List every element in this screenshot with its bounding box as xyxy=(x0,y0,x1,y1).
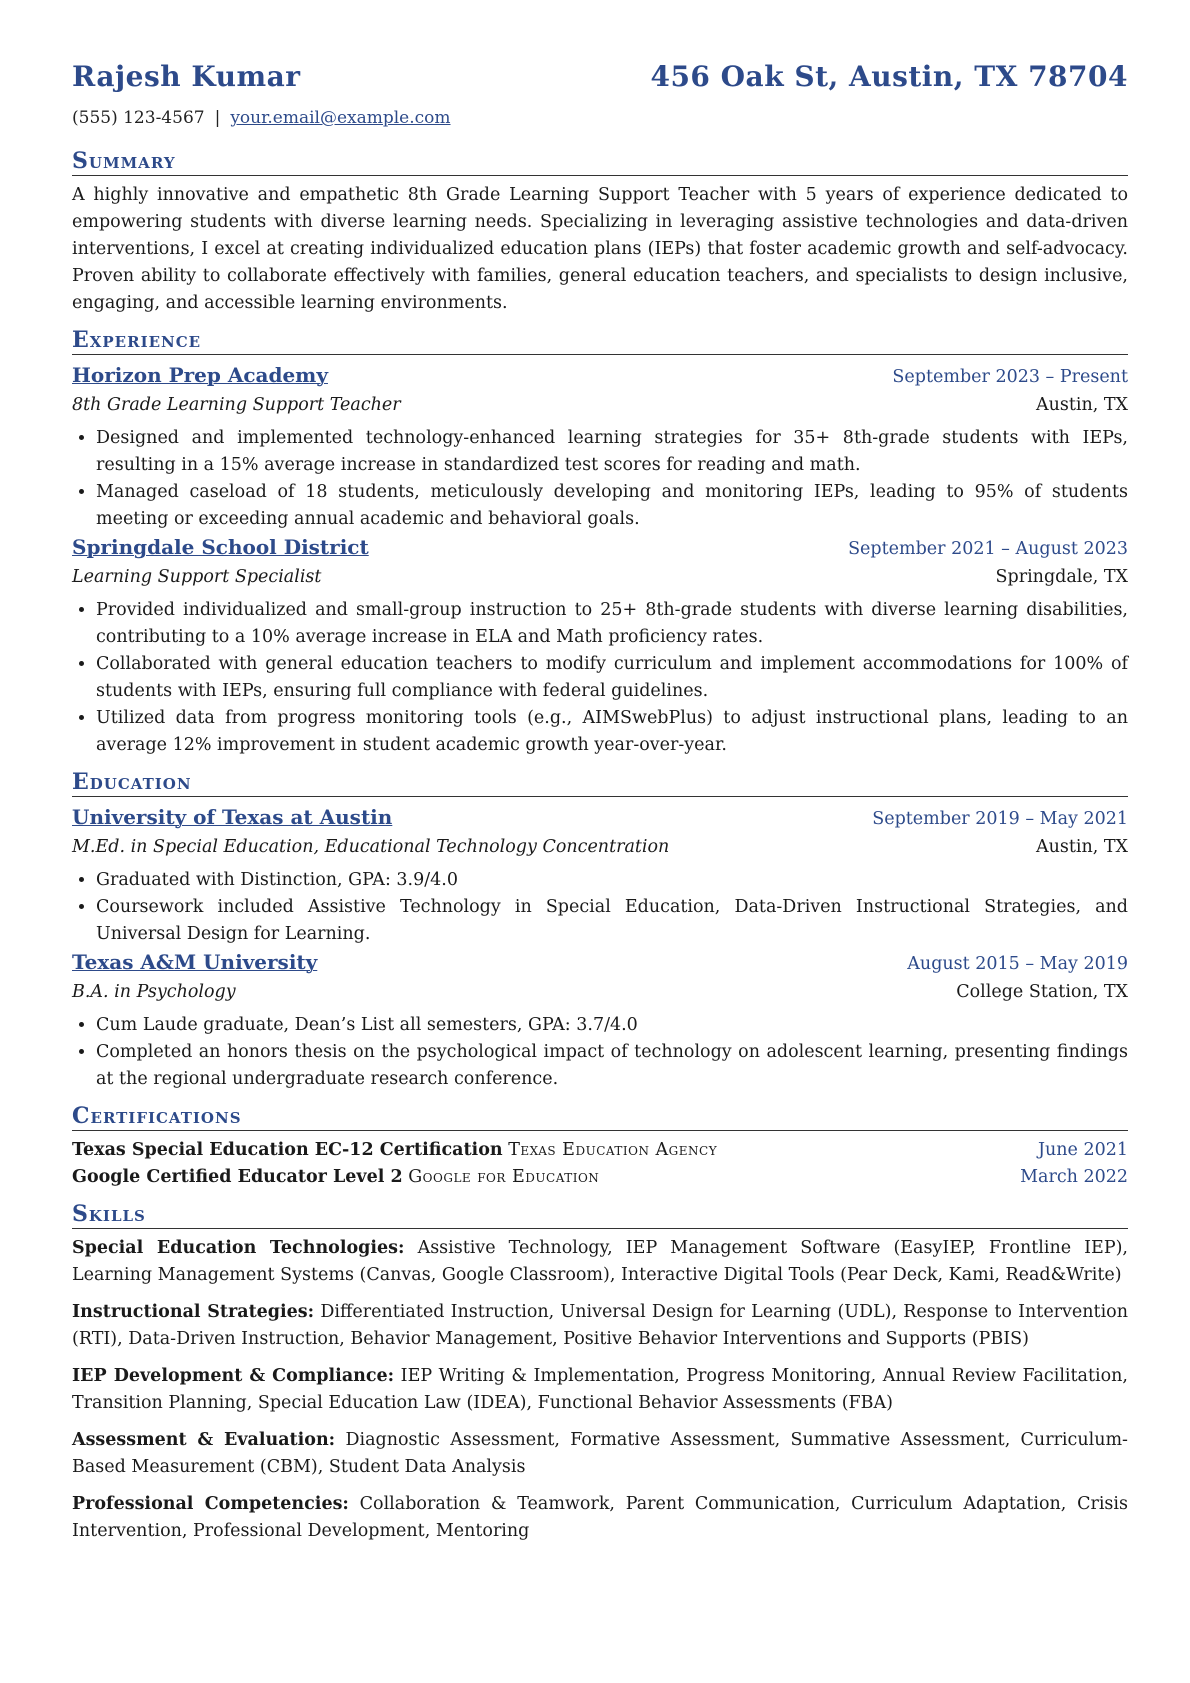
certification-row xyxy=(72,1137,1128,1164)
entry-subheader xyxy=(72,563,1128,591)
entry-location: Springdale, TX xyxy=(995,567,1128,587)
org-link[interactable]: Texas A&M University xyxy=(72,950,318,974)
certifications-section xyxy=(72,1103,1128,1191)
resume-page xyxy=(72,60,1128,1555)
entry-subheader xyxy=(72,833,1128,861)
skill-group xyxy=(72,1299,1128,1353)
bullet-item: • Coursework included Assistive Technology in Special Education, Data-Driven Instructional Strategies, and Universal Design for Learning. xyxy=(96,894,1128,948)
entry-header xyxy=(72,361,1128,391)
section-title-experience: Experience xyxy=(72,327,1128,355)
org-link[interactable]: University of Texas at Austin xyxy=(72,805,393,829)
entry-role: Learning Support Specialist xyxy=(72,567,322,587)
candidate-address: 456 Oak St, Austin, TX 78704 xyxy=(650,60,1128,93)
skill-group xyxy=(72,1363,1128,1417)
education-entry xyxy=(72,948,1128,1093)
certification-name: Texas Special Education EC-12 Certification xyxy=(72,1140,503,1160)
skill-items: Diagnostic Assessment, Formative Assessment, Summative Assessment, Curriculum-Based Measurement (CBM), Student Data Analysis xyxy=(72,1430,1128,1477)
certification-name: Google Certified Educator Level 2 xyxy=(72,1167,403,1187)
section-title-summary: Summary xyxy=(72,148,1128,176)
skill-category: Professional Competencies: xyxy=(72,1494,349,1514)
skill-category: Instructional Strategies: xyxy=(72,1302,315,1322)
certification-issuer: Google for Education xyxy=(408,1167,600,1187)
bullet-item: • Cum Laude graduate, Dean’s List all semesters, GPA: 3.7/4.0 xyxy=(96,1012,1128,1039)
entry-degree: B.A. in Psychology xyxy=(72,982,236,1002)
skill-group xyxy=(72,1235,1128,1289)
skill-items: Assistive Technology, IEP Management Software (EasyIEP, Frontline IEP), Learning Management Systems (Canvas, Google Classroom), Interactive Digital Tools (Pear Deck, Kami, Read&Write) xyxy=(72,1238,1128,1285)
certification-date: June 2021 xyxy=(1037,1140,1128,1160)
bullet-item: • Designed and implemented technology-enhanced learning strategies for 35+ 8th-grade students with IEPs, resulting in a 15% average increase in standardized test scores for reading and math. xyxy=(96,425,1128,479)
skill-category: IEP Development & Compliance: xyxy=(72,1366,395,1386)
skill-category: Assessment & Evaluation: xyxy=(72,1430,336,1450)
bullet-item: • Graduated with Distinction, GPA: 3.9/4.0 xyxy=(96,867,1128,894)
entry-bullets xyxy=(72,867,1128,948)
education-entry xyxy=(72,803,1128,948)
skill-items: Differentiated Instruction, Universal Design for Learning (UDL), Response to Intervention (RTI), Data-Driven Instruction, Behavior Management, Positive Behavior Interventions and Supports (PBIS) xyxy=(72,1302,1128,1349)
entry-bullets xyxy=(72,597,1128,759)
resume-header xyxy=(72,60,1128,104)
org-link[interactable]: Springdale School District xyxy=(72,535,369,559)
entry-dates: September 2023 – Present xyxy=(892,367,1128,387)
entry-subheader xyxy=(72,391,1128,419)
candidate-name: Rajesh Kumar xyxy=(72,60,301,93)
section-title-education: Education xyxy=(72,769,1128,797)
experience-entry xyxy=(72,361,1128,533)
entry-bullets xyxy=(72,1012,1128,1093)
experience-entry xyxy=(72,533,1128,759)
education-section xyxy=(72,769,1128,1093)
skill-group xyxy=(72,1427,1128,1481)
entry-dates: August 2015 – May 2019 xyxy=(907,954,1128,974)
entry-header xyxy=(72,948,1128,978)
skill-items: Collaboration & Teamwork, Parent Communication, Curriculum Adaptation, Crisis Intervention, Professional Development, Mentoring xyxy=(72,1494,1128,1541)
summary-text: A highly innovative and empathetic 8th Grade Learning Support Teacher with 5 years of experience dedicated to empowering students with diverse learning needs. Specializing in leveraging assistive technologies and data-driven interventions, I excel at creating individualized education plans (IEPs) that foster academic growth and self-advocacy. Proven ability to collaborate effectively with families, general education teachers, and specialists to design inclusive, engaging, and accessible learning environments. xyxy=(72,185,1128,313)
experience-section xyxy=(72,327,1128,759)
skill-group xyxy=(72,1491,1128,1545)
contact-line xyxy=(72,108,1128,138)
entry-bullets xyxy=(72,425,1128,533)
section-title-certifications: Certifications xyxy=(72,1103,1128,1131)
org-link[interactable]: Horizon Prep Academy xyxy=(72,363,328,387)
entry-location: College Station, TX xyxy=(956,982,1128,1002)
summary-section xyxy=(72,148,1128,317)
entry-subheader xyxy=(72,978,1128,1006)
email-link[interactable]: your.email@example.com xyxy=(230,108,451,128)
bullet-item: • Completed an honors thesis on the psychological impact of technology on adolescent learning, presenting findings at the regional undergraduate research conference. xyxy=(96,1039,1128,1093)
entry-location: Austin, TX xyxy=(1035,395,1128,415)
certification-issuer: Texas Education Agency xyxy=(508,1140,718,1160)
bullet-item: • Utilized data from progress monitoring tools (e.g., AIMSwebPlus) to adjust instructional plans, leading to an average 12% improvement in student academic growth year-over-year. xyxy=(96,705,1128,759)
bullet-item: • Provided individualized and small-group instruction to 25+ 8th-grade students with diverse learning disabilities, contributing to a 10% average increase in ELA and Math proficiency rates. xyxy=(96,597,1128,651)
bullet-item: • Collaborated with general education teachers to modify curriculum and implement accommodations for 100% of students with IEPs, ensuring full compliance with federal guidelines. xyxy=(96,651,1128,705)
skills-section xyxy=(72,1201,1128,1545)
entry-dates: September 2019 – May 2021 xyxy=(872,809,1128,829)
section-title-skills: Skills xyxy=(72,1201,1128,1229)
skill-items: IEP Writing & Implementation, Progress Monitoring, Annual Review Facilitation, Transition Planning, Special Education Law (IDEA), Functional Behavior Assessments (FBA) xyxy=(72,1366,1128,1413)
entry-role: 8th Grade Learning Support Teacher xyxy=(72,395,401,415)
entry-dates: September 2021 – August 2023 xyxy=(848,539,1128,559)
entry-location: Austin, TX xyxy=(1035,837,1128,857)
entry-degree: M.Ed. in Special Education, Educational Technology Concentration xyxy=(72,837,670,857)
skill-category: Special Education Technologies: xyxy=(72,1238,405,1258)
contact-separator: | xyxy=(214,108,221,128)
entry-header xyxy=(72,803,1128,833)
certification-date: March 2022 xyxy=(1020,1167,1128,1187)
phone-number: (555) 123-4567 xyxy=(72,108,205,128)
bullet-item: • Managed caseload of 18 students, meticulously developing and monitoring IEPs, leading to 95% of students meeting or exceeding annual academic and behavioral goals. xyxy=(96,479,1128,533)
certification-row xyxy=(72,1164,1128,1191)
entry-header xyxy=(72,533,1128,563)
